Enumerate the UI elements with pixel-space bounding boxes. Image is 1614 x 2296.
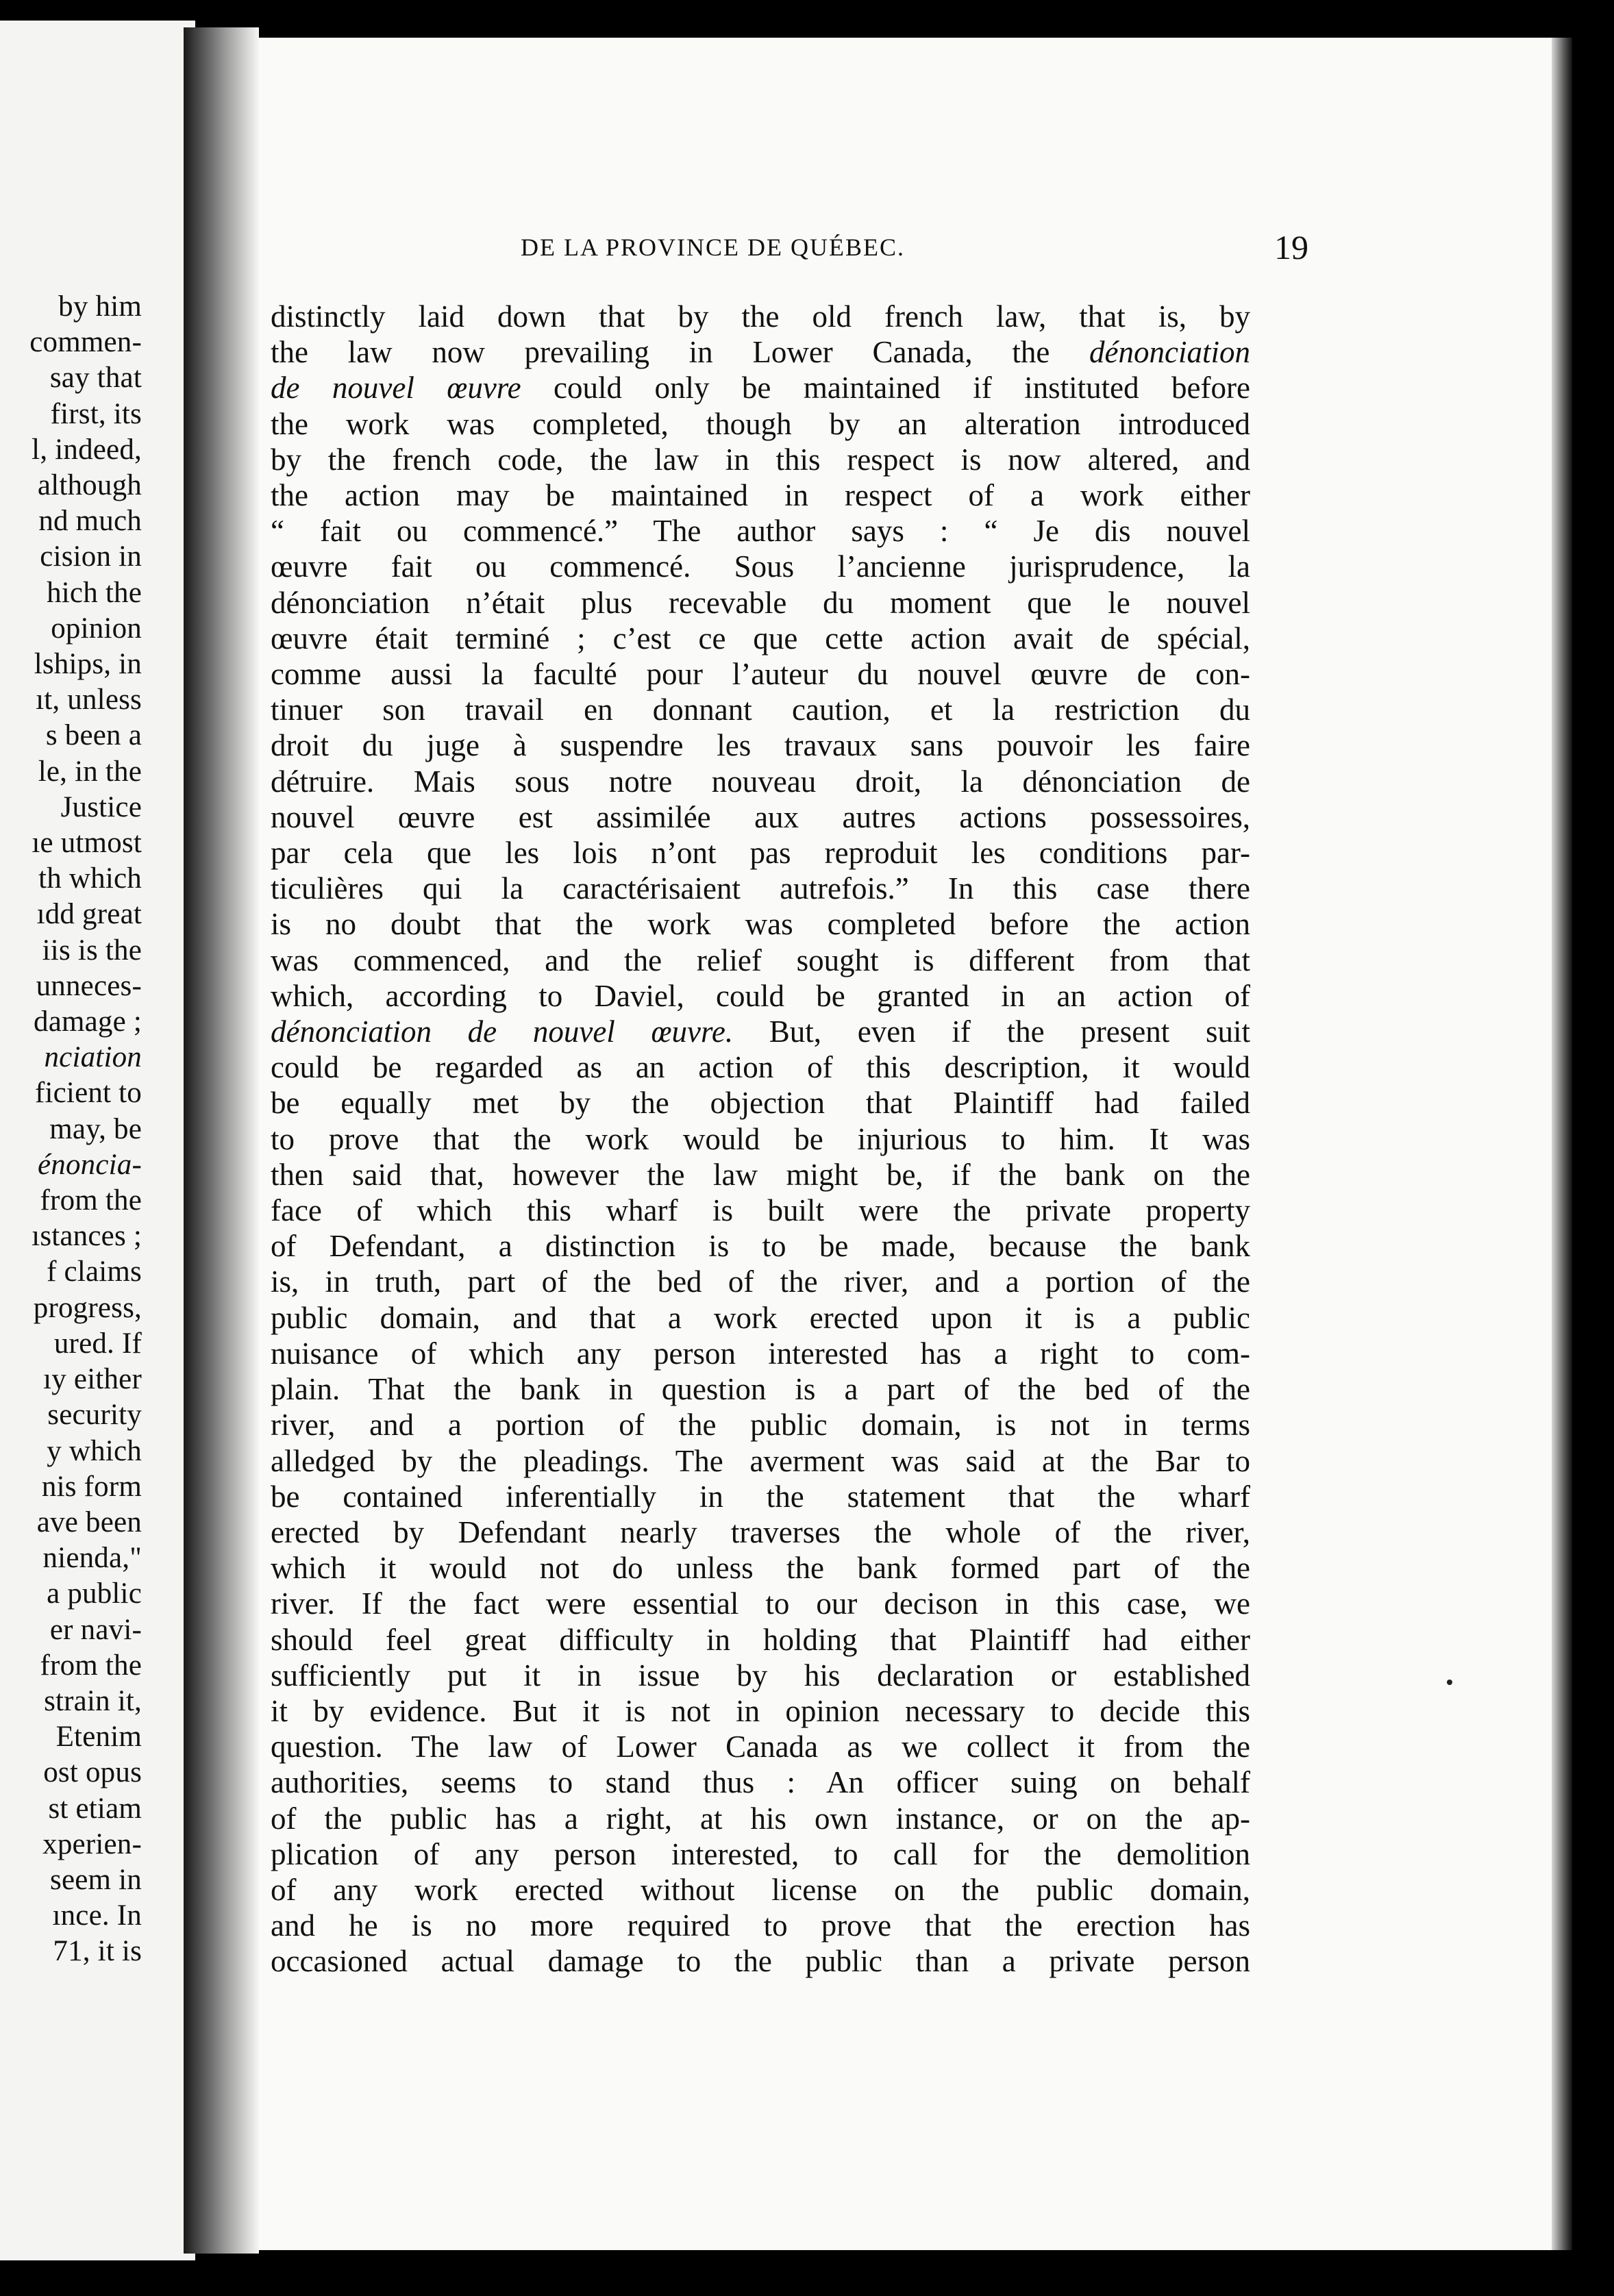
text-line: [271, 943, 1250, 978]
facing-page-line: 71, it is: [53, 1935, 142, 1968]
text-line: [271, 1622, 1250, 1658]
text-line: [271, 799, 1250, 835]
text-run: dénonciation n’était plus recevable du moment que le nouvel: [271, 585, 1250, 620]
facing-page-line: ıt, unless: [36, 684, 142, 716]
text-line: [271, 1479, 1250, 1514]
facing-page-line: st etiam: [48, 1792, 142, 1825]
text-run: which, according to Daviel, could be granted in an action of: [271, 978, 1250, 1013]
facing-page-line: from the: [40, 1649, 142, 1682]
text-run: distinctly laid down that by the old french law, that is, by: [271, 299, 1250, 334]
text-line: [271, 406, 1250, 442]
text-line: [271, 513, 1250, 549]
text-line: [271, 1157, 1250, 1193]
text-line: [271, 1693, 1250, 1729]
facing-page-line: first, its: [50, 397, 142, 430]
text-line: [271, 442, 1250, 477]
text-run: nuisance of which any person interested has a right to com-: [271, 1336, 1250, 1371]
facing-page-line: ıy either: [43, 1363, 142, 1396]
text-run: public domain, and that a work erected upon it is a public: [271, 1300, 1250, 1335]
text-line: [271, 1407, 1250, 1443]
facing-page-line: ıstances ;: [32, 1220, 142, 1253]
text-run: œuvre fait ou commencé. Sous l’ancienne jurisprudence, la: [271, 549, 1250, 584]
text-run: plain. That the bank in question is a part of the bed of the: [271, 1372, 1250, 1407]
page-edge: [1552, 38, 1572, 2250]
facing-page-line: progress,: [33, 1291, 142, 1324]
text-line: [271, 978, 1250, 1014]
text-run: sufficiently put it in issue by his declaration or established: [271, 1658, 1250, 1693]
text-run: of any work erected without license on the public domain,: [271, 1872, 1250, 1907]
text-run: should feel great difficulty in holding that Plaintiff had either: [271, 1622, 1250, 1657]
text-run: then said that, however the law might be, if the bank on the: [271, 1157, 1250, 1192]
text-run: œuvre était terminé ; c’est ce que cette action avait de spécial,: [271, 621, 1250, 656]
text-run: the work was completed, though by an alteration introduced: [271, 406, 1250, 441]
text-line: [271, 1085, 1250, 1121]
facing-page-line: ured. If: [53, 1327, 142, 1360]
text-line: [271, 1836, 1250, 1872]
facing-page-line: unneces-: [36, 969, 142, 1002]
text-line: [271, 585, 1250, 621]
text-run: was commenced, and the relief sought is different from that: [271, 943, 1250, 977]
text-line: [271, 1908, 1250, 1943]
facing-page-line: nd much: [38, 505, 142, 538]
text-run: river, and a portion of the public domain, is not in terms: [271, 1408, 1250, 1443]
text-run: par cela que les lois n’ont pas reproduit les conditions par-: [271, 836, 1250, 871]
facing-page-line: cision in: [40, 540, 142, 573]
facing-page-line: damage ;: [34, 1006, 142, 1038]
text-line: [271, 334, 1250, 370]
text-line: [271, 621, 1250, 656]
text-line: [271, 299, 1250, 334]
text-run: face of which this wharf is built were the private property: [271, 1193, 1250, 1228]
text-run: it by evidence. But it is not in opinion necessary to decide this: [271, 1693, 1250, 1728]
text-run: be contained inferentially in the statement that the wharf: [271, 1479, 1250, 1514]
facing-page-line: say that: [49, 362, 142, 395]
text-run: be equally met by the objection that Plaintiff had failed: [271, 1086, 1250, 1121]
facing-page-line: ıe utmost: [32, 827, 142, 860]
text-line: [271, 1729, 1250, 1764]
text-line: [271, 835, 1250, 871]
facing-page-line: l, indeed,: [32, 433, 142, 466]
facing-page-line: although: [37, 469, 142, 502]
text-run: “ fait ou commencé.” The author says : “ Je dis nouvel: [271, 514, 1250, 549]
text-run: erected by Defendant nearly traverses the whole of the river,: [271, 1514, 1250, 1549]
text-line: [271, 906, 1250, 942]
facing-page-line: lships, in: [34, 648, 142, 681]
text-run: But, even if the present suit: [733, 1014, 1250, 1049]
text-line: [271, 1443, 1250, 1479]
text-run: river. If the fact were essential to our decison in this case, we: [271, 1586, 1250, 1621]
text-run: plication of any person interested, to call for the demolition: [271, 1836, 1250, 1871]
facing-page-line: Justice: [60, 790, 142, 823]
facing-page-text: [0, 289, 142, 1970]
facing-page-line: hich the: [47, 576, 142, 609]
text-run: the law now prevailing in Lower Canada, the: [271, 335, 1090, 370]
text-line: [271, 1264, 1250, 1299]
text-run: of the public has a right, at his own instance, or on the ap-: [271, 1801, 1250, 1836]
facing-page-line: y which: [47, 1434, 142, 1467]
page-header: [521, 228, 1308, 274]
text-run: comme aussi la faculté pour l’auteur du nouvel œuvre de con-: [271, 657, 1250, 692]
running-head: DE LA PROVINCE DE QUÉBEC.: [521, 234, 905, 261]
text-line: [271, 477, 1250, 513]
text-line: [271, 1371, 1250, 1407]
facing-page-line: a public: [47, 1577, 142, 1610]
text-run: could only be maintained if instituted before: [521, 371, 1250, 405]
text-line: [271, 1121, 1250, 1157]
facing-page-line: ficient to: [34, 1077, 142, 1110]
text-line: [271, 1872, 1250, 1908]
text-line: [271, 1550, 1250, 1586]
facing-page-line: by him: [58, 290, 142, 323]
italic-text: dénonciation: [1089, 335, 1250, 370]
text-line: [271, 1014, 1250, 1049]
facing-page-line: ınce. In: [52, 1899, 142, 1932]
text-line: [271, 1514, 1250, 1550]
facing-page-line: nis form: [41, 1470, 142, 1503]
facing-page-line: ıdd great: [36, 898, 142, 931]
facing-page-line: f claims: [47, 1256, 142, 1288]
text-run: could be regarded as an action of this description, it would: [271, 1050, 1250, 1085]
text-run: question. The law of Lower Canada as we collect it from the: [271, 1730, 1250, 1764]
text-line: [271, 1943, 1250, 1979]
text-line: [271, 692, 1250, 727]
text-run: to prove that the work would be injurious to him. It was: [271, 1121, 1250, 1156]
text-run: détruire. Mais sous notre nouveau droit, la dénonciation de: [271, 764, 1250, 799]
text-line: [271, 1801, 1250, 1836]
text-run: is, in truth, part of the bed of the river, and a portion of the: [271, 1264, 1250, 1299]
text-line: [271, 1586, 1250, 1621]
text-run: and he is no more required to prove that the erection has: [271, 1908, 1250, 1943]
text-run: of Defendant, a distinction is to be made, because the bank: [271, 1229, 1250, 1264]
text-line: [271, 764, 1250, 799]
facing-page-line: ost opus: [43, 1756, 142, 1789]
text-run: ticulières qui la caractérisaient autrefois.” In this case there: [271, 871, 1250, 906]
text-line: [271, 1764, 1250, 1800]
body-text: [271, 299, 1250, 1980]
italic-text: dénonciation de nouvel œuvre.: [271, 1014, 734, 1049]
text-run: which it would not do unless the bank formed part of the: [271, 1551, 1250, 1586]
facing-page-line: le, in the: [38, 755, 142, 788]
text-run: occasioned actual damage to the public than a private person: [271, 1944, 1250, 1979]
text-line: [271, 1336, 1250, 1371]
facing-page-line: seem in: [50, 1863, 142, 1896]
facing-page-line: th which: [38, 862, 142, 895]
facing-page-line: iis is the: [42, 934, 142, 966]
text-line: [271, 370, 1250, 405]
text-run: authorities, seems to stand thus : An officer suing on behalf: [271, 1765, 1250, 1800]
facing-page-line: nciation: [44, 1041, 142, 1074]
ink-speck: [1447, 1680, 1452, 1685]
facing-page-line: may, be: [49, 1112, 142, 1145]
text-line: [271, 871, 1250, 906]
facing-page-line: strain it,: [44, 1684, 142, 1717]
facing-page-line: ave been: [36, 1506, 142, 1538]
text-line: [271, 1228, 1250, 1264]
text-line: [271, 1193, 1250, 1228]
text-line: [271, 1300, 1250, 1336]
italic-text: de nouvel œuvre: [271, 371, 521, 405]
facing-page-line: commen-: [29, 326, 142, 359]
text-run: the action may be maintained in respect of a work either: [271, 478, 1250, 513]
facing-page-line: opinion: [51, 612, 142, 645]
page-gutter: [184, 27, 259, 2254]
text-run: nouvel œuvre est assimilée aux autres actions possessoires,: [271, 799, 1250, 834]
facing-page-line: security: [47, 1399, 142, 1432]
facing-page: [0, 21, 195, 2260]
page-number: 19: [1274, 228, 1308, 266]
text-run: droit du juge à suspendre les travaux sans pouvoir les faire: [271, 728, 1250, 763]
facing-page-line: nienda,": [42, 1542, 142, 1575]
text-line: [271, 1658, 1250, 1693]
facing-page-line: énoncia-: [37, 1148, 142, 1181]
text-run: alledged by the pleadings. The averment was said at the Bar to: [271, 1443, 1250, 1478]
text-run: is no doubt that the work was completed before the action: [271, 907, 1250, 942]
text-line: [271, 727, 1250, 763]
text-line: [271, 1049, 1250, 1085]
facing-page-line: Etenim: [55, 1721, 142, 1754]
text-run: by the french code, the law in this respect is now altered, and: [271, 442, 1250, 477]
facing-page-line: s been a: [45, 719, 142, 752]
facing-page-line: er navi-: [49, 1613, 142, 1646]
text-run: tinuer son travail en donnant caution, et la restriction du: [271, 692, 1250, 727]
text-line: [271, 656, 1250, 692]
facing-page-line: from the: [40, 1184, 142, 1217]
text-line: [271, 549, 1250, 584]
facing-page-line: xperien-: [42, 1827, 142, 1860]
